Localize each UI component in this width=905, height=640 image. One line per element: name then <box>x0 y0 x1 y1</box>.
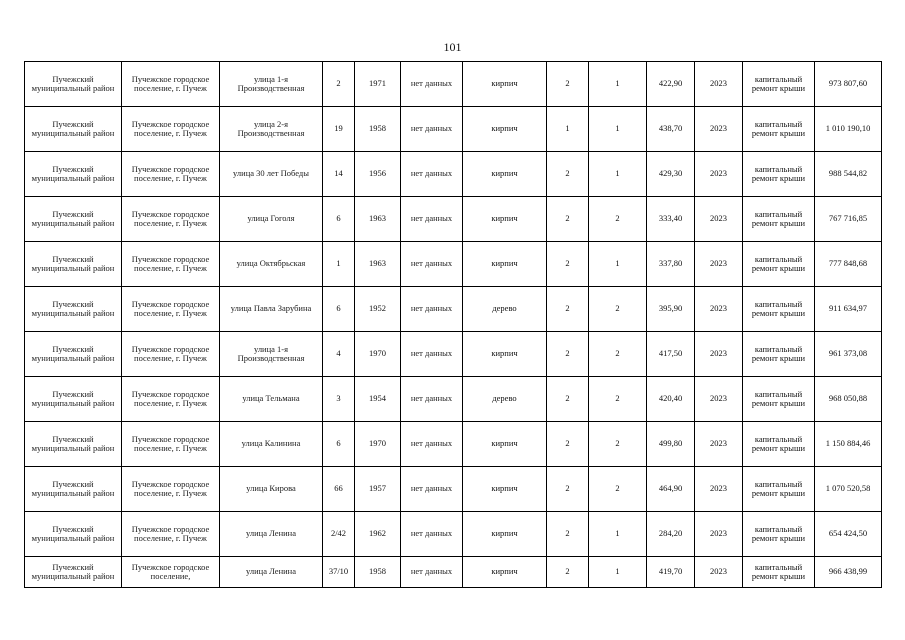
area-cell: 395,90 <box>647 287 695 332</box>
cost-cell: 911 634,97 <box>815 287 882 332</box>
build-year-cell: 1971 <box>355 62 401 107</box>
table-row <box>25 62 882 107</box>
build-year-cell: 1970 <box>355 422 401 467</box>
data-status-cell: нет данных <box>401 152 463 197</box>
work-type-cell: капитальный ремонт крыши <box>743 62 815 107</box>
entrances-cell: 1 <box>589 107 647 152</box>
work-type-cell: капитальный ремонт крыши <box>743 512 815 557</box>
settlement-cell: Пучежское городское поселение, г. Пучеж <box>122 332 220 377</box>
street-cell: улица Ленина <box>220 512 323 557</box>
house-number-cell: 6 <box>323 422 355 467</box>
settlement-cell: Пучежское городское поселение, г. Пучеж <box>122 152 220 197</box>
floors-cell: 2 <box>547 377 589 422</box>
street-cell: улица 1-я Производственная <box>220 332 323 377</box>
plan-year-cell: 2023 <box>695 107 743 152</box>
district-cell: Пучежский муниципальный район <box>25 242 122 287</box>
build-year-cell: 1958 <box>355 107 401 152</box>
floors-cell: 2 <box>547 152 589 197</box>
build-year-cell: 1958 <box>355 557 401 588</box>
street-cell: улица Тельмана <box>220 377 323 422</box>
house-number-cell: 66 <box>323 467 355 512</box>
cost-cell: 654 424,50 <box>815 512 882 557</box>
settlement-cell: Пучежское городское поселение, г. Пучеж <box>122 287 220 332</box>
entrances-cell: 2 <box>589 467 647 512</box>
area-cell: 284,20 <box>647 512 695 557</box>
floors-cell: 2 <box>547 197 589 242</box>
house-number-cell: 6 <box>323 197 355 242</box>
wall-material-cell: кирпич <box>463 512 547 557</box>
plan-year-cell: 2023 <box>695 242 743 287</box>
data-status-cell: нет данных <box>401 197 463 242</box>
build-year-cell: 1970 <box>355 332 401 377</box>
street-cell: улица Октябрьская <box>220 242 323 287</box>
cost-cell: 966 438,99 <box>815 557 882 588</box>
table-row <box>25 467 882 512</box>
plan-year-cell: 2023 <box>695 287 743 332</box>
plan-year-cell: 2023 <box>695 332 743 377</box>
settlement-cell: Пучежское городское поселение, <box>122 557 220 588</box>
housing-repair-table <box>24 61 882 588</box>
table-row <box>25 242 882 287</box>
cost-cell: 777 848,68 <box>815 242 882 287</box>
district-cell: Пучежский муниципальный район <box>25 152 122 197</box>
data-status-cell: нет данных <box>401 62 463 107</box>
data-status-cell: нет данных <box>401 512 463 557</box>
entrances-cell: 1 <box>589 62 647 107</box>
plan-year-cell: 2023 <box>695 152 743 197</box>
area-cell: 464,90 <box>647 467 695 512</box>
wall-material-cell: кирпич <box>463 422 547 467</box>
work-type-cell: капитальный ремонт крыши <box>743 377 815 422</box>
district-cell: Пучежский муниципальный район <box>25 107 122 152</box>
plan-year-cell: 2023 <box>695 512 743 557</box>
cost-cell: 968 050,88 <box>815 377 882 422</box>
settlement-cell: Пучежское городское поселение, г. Пучеж <box>122 62 220 107</box>
data-status-cell: нет данных <box>401 467 463 512</box>
data-status-cell: нет данных <box>401 557 463 588</box>
entrances-cell: 2 <box>589 377 647 422</box>
house-number-cell: 14 <box>323 152 355 197</box>
area-cell: 419,70 <box>647 557 695 588</box>
wall-material-cell: дерево <box>463 377 547 422</box>
table-body <box>25 62 882 588</box>
floors-cell: 2 <box>547 467 589 512</box>
house-number-cell: 2/42 <box>323 512 355 557</box>
house-number-cell: 37/10 <box>323 557 355 588</box>
district-cell: Пучежский муниципальный район <box>25 512 122 557</box>
floors-cell: 2 <box>547 242 589 287</box>
house-number-cell: 3 <box>323 377 355 422</box>
district-cell: Пучежский муниципальный район <box>25 422 122 467</box>
house-number-cell: 2 <box>323 62 355 107</box>
settlement-cell: Пучежское городское поселение, г. Пучеж <box>122 512 220 557</box>
table-row <box>25 107 882 152</box>
entrances-cell: 1 <box>589 512 647 557</box>
wall-material-cell: кирпич <box>463 107 547 152</box>
settlement-cell: Пучежское городское поселение, г. Пучеж <box>122 377 220 422</box>
district-cell: Пучежский муниципальный район <box>25 557 122 588</box>
floors-cell: 2 <box>547 512 589 557</box>
settlement-cell: Пучежское городское поселение, г. Пучеж <box>122 107 220 152</box>
cost-cell: 1 070 520,58 <box>815 467 882 512</box>
build-year-cell: 1963 <box>355 242 401 287</box>
table-row <box>25 377 882 422</box>
cost-cell: 988 544,82 <box>815 152 882 197</box>
house-number-cell: 19 <box>323 107 355 152</box>
work-type-cell: капитальный ремонт крыши <box>743 332 815 377</box>
work-type-cell: капитальный ремонт крыши <box>743 197 815 242</box>
entrances-cell: 2 <box>589 287 647 332</box>
entrances-cell: 2 <box>589 197 647 242</box>
street-cell: улица 1-я Производственная <box>220 62 323 107</box>
build-year-cell: 1954 <box>355 377 401 422</box>
table-row <box>25 512 882 557</box>
wall-material-cell: кирпич <box>463 557 547 588</box>
table-row <box>25 197 882 242</box>
wall-material-cell: кирпич <box>463 242 547 287</box>
wall-material-cell: дерево <box>463 287 547 332</box>
plan-year-cell: 2023 <box>695 422 743 467</box>
street-cell: улица Гоголя <box>220 197 323 242</box>
build-year-cell: 1952 <box>355 287 401 332</box>
table-row <box>25 332 882 377</box>
work-type-cell: капитальный ремонт крыши <box>743 152 815 197</box>
floors-cell: 2 <box>547 422 589 467</box>
street-cell: улица Калинина <box>220 422 323 467</box>
floors-cell: 2 <box>547 62 589 107</box>
table-row <box>25 557 882 588</box>
floors-cell: 2 <box>547 557 589 588</box>
wall-material-cell: кирпич <box>463 152 547 197</box>
district-cell: Пучежский муниципальный район <box>25 467 122 512</box>
district-cell: Пучежский муниципальный район <box>25 197 122 242</box>
wall-material-cell: кирпич <box>463 467 547 512</box>
work-type-cell: капитальный ремонт крыши <box>743 287 815 332</box>
street-cell: улица Ленина <box>220 557 323 588</box>
plan-year-cell: 2023 <box>695 467 743 512</box>
page-number: 101 <box>443 40 462 54</box>
entrances-cell: 1 <box>589 152 647 197</box>
area-cell: 337,80 <box>647 242 695 287</box>
cost-cell: 1 150 884,46 <box>815 422 882 467</box>
entrances-cell: 2 <box>589 422 647 467</box>
floors-cell: 2 <box>547 287 589 332</box>
data-status-cell: нет данных <box>401 287 463 332</box>
entrances-cell: 1 <box>589 242 647 287</box>
area-cell: 499,80 <box>647 422 695 467</box>
data-status-cell: нет данных <box>401 242 463 287</box>
house-number-cell: 6 <box>323 287 355 332</box>
district-cell: Пучежский муниципальный район <box>25 332 122 377</box>
wall-material-cell: кирпич <box>463 197 547 242</box>
cost-cell: 973 807,60 <box>815 62 882 107</box>
table-row <box>25 422 882 467</box>
build-year-cell: 1962 <box>355 512 401 557</box>
work-type-cell: капитальный ремонт крыши <box>743 107 815 152</box>
work-type-cell: капитальный ремонт крыши <box>743 242 815 287</box>
work-type-cell: капитальный ремонт крыши <box>743 557 815 588</box>
build-year-cell: 1956 <box>355 152 401 197</box>
area-cell: 333,40 <box>647 197 695 242</box>
district-cell: Пучежский муниципальный район <box>25 377 122 422</box>
data-status-cell: нет данных <box>401 332 463 377</box>
area-cell: 420,40 <box>647 377 695 422</box>
settlement-cell: Пучежское городское поселение, г. Пучеж <box>122 197 220 242</box>
house-number-cell: 4 <box>323 332 355 377</box>
street-cell: улица 30 лет Победы <box>220 152 323 197</box>
floors-cell: 2 <box>547 332 589 377</box>
cost-cell: 1 010 190,10 <box>815 107 882 152</box>
work-type-cell: капитальный ремонт крыши <box>743 422 815 467</box>
table-row <box>25 152 882 197</box>
wall-material-cell: кирпич <box>463 62 547 107</box>
build-year-cell: 1957 <box>355 467 401 512</box>
plan-year-cell: 2023 <box>695 62 743 107</box>
entrances-cell: 1 <box>589 557 647 588</box>
area-cell: 429,30 <box>647 152 695 197</box>
data-status-cell: нет данных <box>401 422 463 467</box>
area-cell: 422,90 <box>647 62 695 107</box>
area-cell: 438,70 <box>647 107 695 152</box>
data-status-cell: нет данных <box>401 107 463 152</box>
settlement-cell: Пучежское городское поселение, г. Пучеж <box>122 242 220 287</box>
area-cell: 417,50 <box>647 332 695 377</box>
district-cell: Пучежский муниципальный район <box>25 287 122 332</box>
cost-cell: 767 716,85 <box>815 197 882 242</box>
settlement-cell: Пучежское городское поселение, г. Пучеж <box>122 422 220 467</box>
street-cell: улица 2-я Производственная <box>220 107 323 152</box>
build-year-cell: 1963 <box>355 197 401 242</box>
settlement-cell: Пучежское городское поселение, г. Пучеж <box>122 467 220 512</box>
plan-year-cell: 2023 <box>695 557 743 588</box>
work-type-cell: капитальный ремонт крыши <box>743 467 815 512</box>
street-cell: улица Павла Зарубина <box>220 287 323 332</box>
floors-cell: 1 <box>547 107 589 152</box>
cost-cell: 961 373,08 <box>815 332 882 377</box>
entrances-cell: 2 <box>589 332 647 377</box>
table-row <box>25 287 882 332</box>
street-cell: улица Кирова <box>220 467 323 512</box>
wall-material-cell: кирпич <box>463 332 547 377</box>
plan-year-cell: 2023 <box>695 197 743 242</box>
district-cell: Пучежский муниципальный район <box>25 62 122 107</box>
house-number-cell: 1 <box>323 242 355 287</box>
plan-year-cell: 2023 <box>695 377 743 422</box>
data-status-cell: нет данных <box>401 377 463 422</box>
